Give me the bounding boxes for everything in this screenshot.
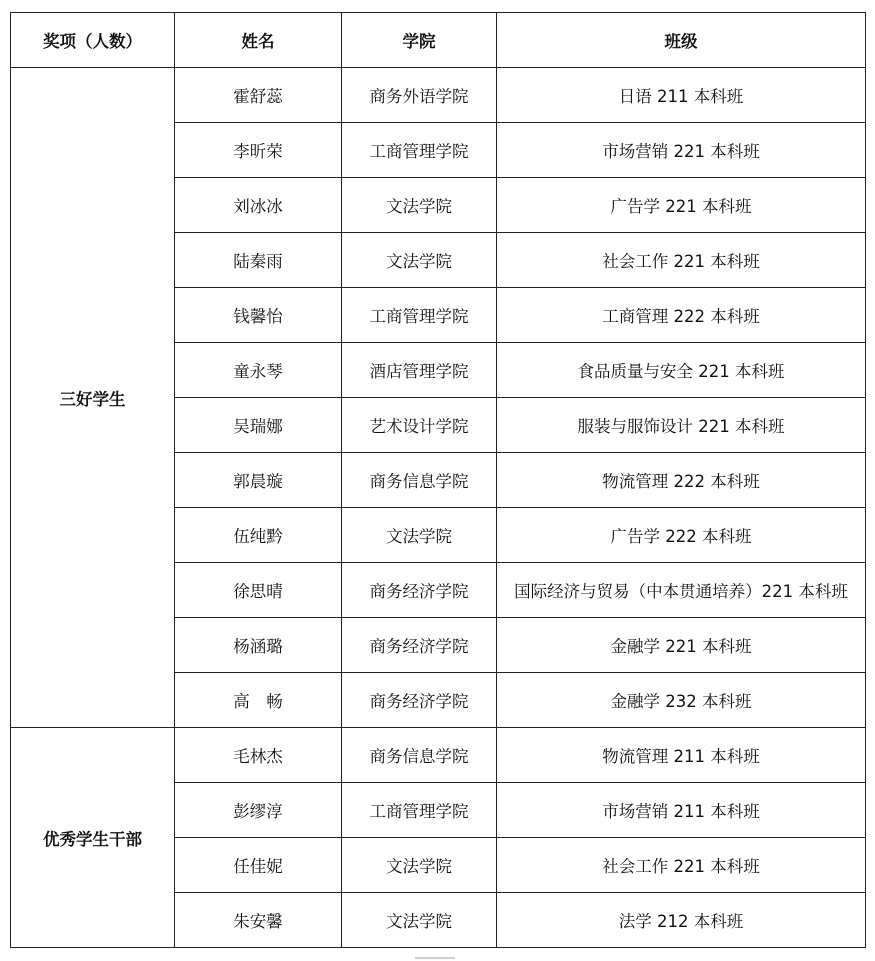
college-cell: 商务经济学院 [342,618,497,673]
student-name-cell: 刘冰冰 [175,178,342,233]
class-cell: 广告学 221 本科班 [497,178,866,233]
class-cell: 国际经济与贸易（中本贯通培养）221 本科班 [497,563,866,618]
student-name-cell: 任佳妮 [175,838,342,893]
class-cell: 金融学 232 本科班 [497,673,866,728]
class-cell: 食品质量与安全 221 本科班 [497,343,866,398]
award-list-table [10,12,866,948]
college-cell: 酒店管理学院 [342,343,497,398]
class-cell: 市场营销 211 本科班 [497,783,866,838]
table-body [11,68,866,948]
college-cell: 工商管理学院 [342,783,497,838]
student-name-cell: 朱安馨 [175,893,342,948]
award-category-cell: 三好学生 [11,68,175,728]
college-cell: 文法学院 [342,178,497,233]
student-name-cell: 杨涵璐 [175,618,342,673]
college-cell: 文法学院 [342,838,497,893]
college-cell: 商务经济学院 [342,673,497,728]
table-header-row [11,13,866,68]
student-name-cell: 彭缪淳 [175,783,342,838]
student-name-cell: 伍纯黔 [175,508,342,563]
page-edge-mark [415,957,455,959]
table-row [11,68,866,123]
student-name-cell: 童永琴 [175,343,342,398]
table-row [11,728,866,783]
header-college: 学院 [342,13,497,68]
class-cell: 物流管理 211 本科班 [497,728,866,783]
college-cell: 商务信息学院 [342,453,497,508]
student-name-cell: 霍舒蕊 [175,68,342,123]
student-name-cell: 李昕荣 [175,123,342,178]
college-cell: 商务信息学院 [342,728,497,783]
student-name-cell: 郭晨璇 [175,453,342,508]
class-cell: 服装与服饰设计 221 本科班 [497,398,866,453]
college-cell: 工商管理学院 [342,123,497,178]
college-cell: 文法学院 [342,893,497,948]
college-cell: 工商管理学院 [342,288,497,343]
class-cell: 金融学 221 本科班 [497,618,866,673]
header-class: 班级 [497,13,866,68]
class-cell: 广告学 222 本科班 [497,508,866,563]
class-cell: 物流管理 222 本科班 [497,453,866,508]
award-category-cell: 优秀学生干部 [11,728,175,948]
class-cell: 市场营销 221 本科班 [497,123,866,178]
class-cell: 日语 211 本科班 [497,68,866,123]
student-name-cell: 钱馨怡 [175,288,342,343]
college-cell: 文法学院 [342,233,497,288]
student-name-cell: 毛林杰 [175,728,342,783]
header-name: 姓名 [175,13,342,68]
student-name-cell: 吴瑞娜 [175,398,342,453]
header-award: 奖项（人数） [11,13,175,68]
class-cell: 工商管理 222 本科班 [497,288,866,343]
college-cell: 艺术设计学院 [342,398,497,453]
college-cell: 商务外语学院 [342,68,497,123]
class-cell: 社会工作 221 本科班 [497,838,866,893]
college-cell: 文法学院 [342,508,497,563]
student-name-cell: 徐思晴 [175,563,342,618]
class-cell: 法学 212 本科班 [497,893,866,948]
class-cell: 社会工作 221 本科班 [497,233,866,288]
student-name-cell: 高 畅 [175,673,342,728]
college-cell: 商务经济学院 [342,563,497,618]
student-name-cell: 陆秦雨 [175,233,342,288]
